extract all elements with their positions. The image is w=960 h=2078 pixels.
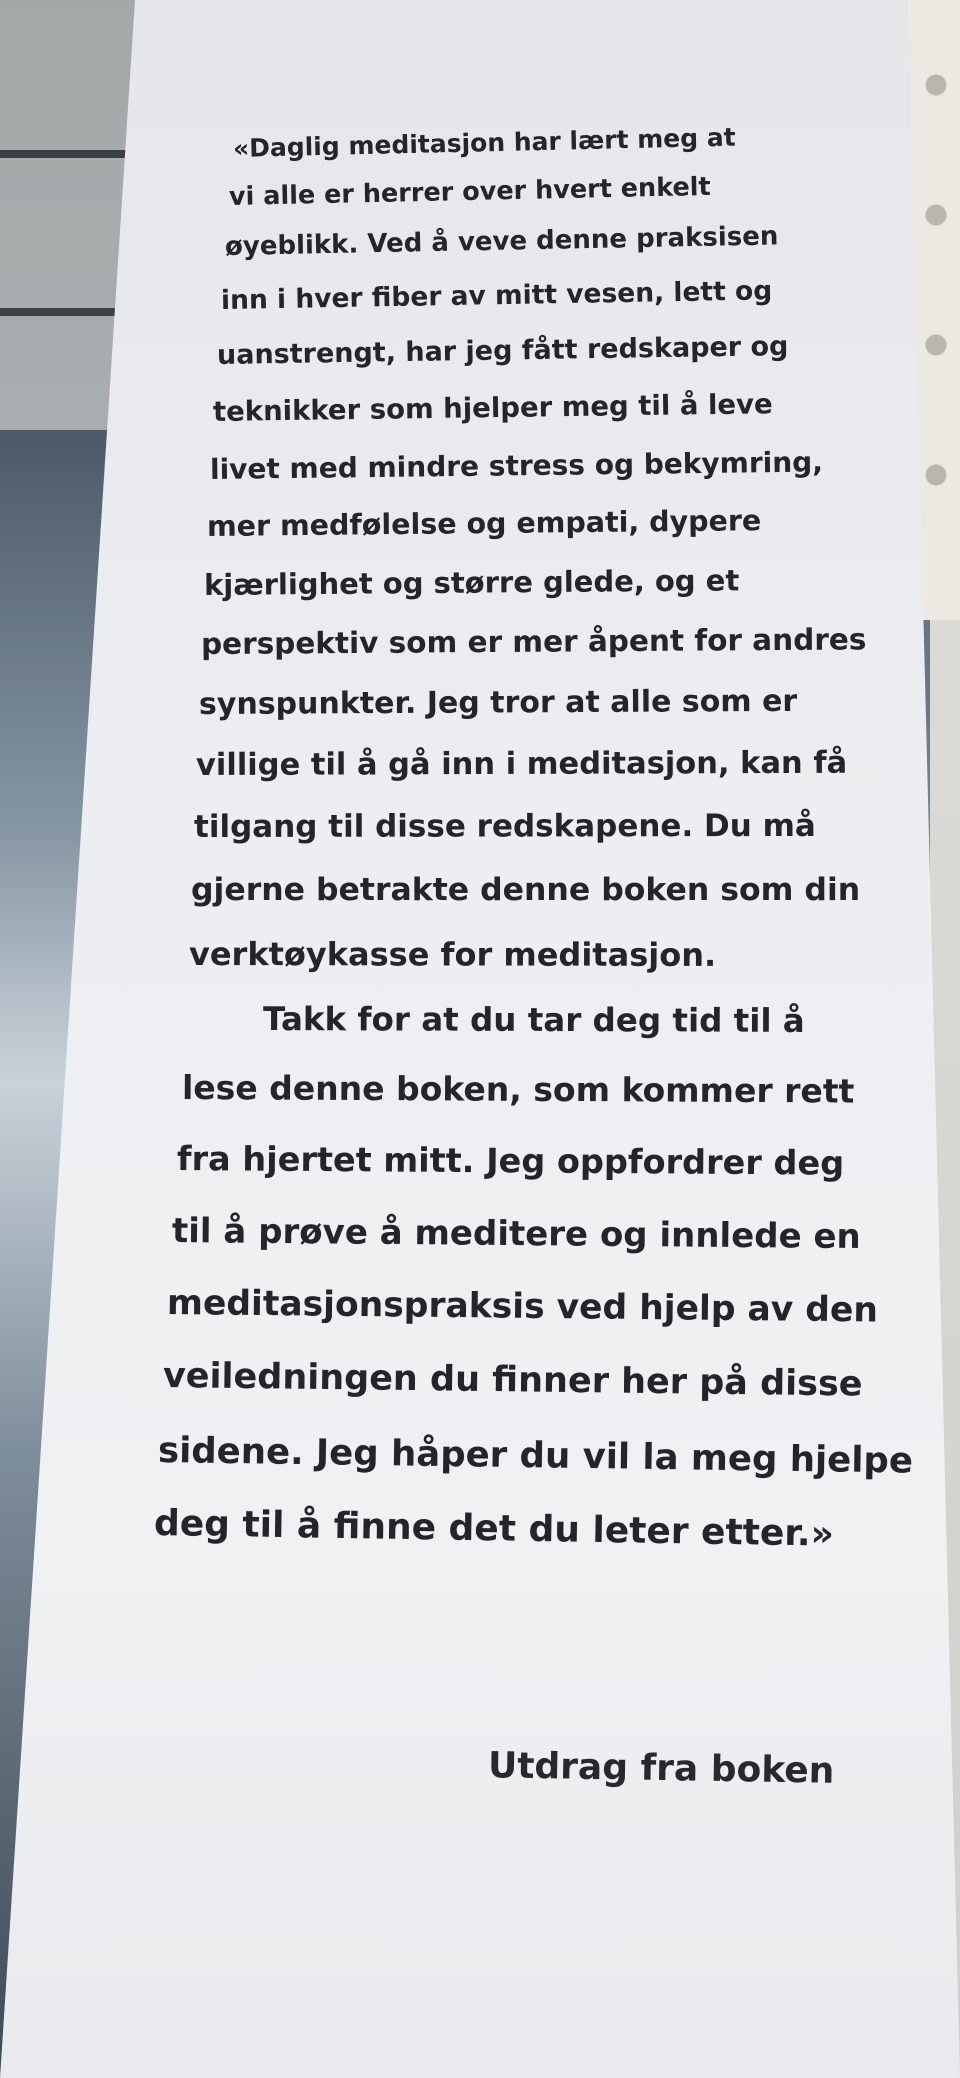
text-line: «Daglig meditasjon har lært meg at [232,122,736,163]
text-line: uanstrengt, har jeg fått redskaper og [216,331,789,371]
text-line: fra hjertet mitt. Jeg oppfordrer deg [176,1139,845,1183]
text-line: sidene. Jeg håper du vil la meg hjelpe [157,1430,914,1482]
text-line: gjerne betrakte denne boken som din [191,872,861,908]
text-line: verktøykasse for meditasjon. [188,935,717,974]
text-line: vi alle er herrer over hvert enkelt [228,171,711,212]
text-line: mer medfølelse og empati, dypere [206,504,762,543]
text-line: inn i hver fiber av mitt vesen, lett og [220,275,773,316]
text-line: kjærlighet og større glede, og et [203,563,740,602]
text-line: teknikker som hjelper meg til å leve [212,388,773,428]
text-line: villige til å gå inn i meditasjon, kan få [195,745,848,783]
text-line: perspektiv som er mer åpent for andres [200,622,867,661]
text-line: øyeblikk. Ved å veve denne praksisen [224,221,779,262]
text-line: til å prøve å meditere og innlede en [171,1211,861,1258]
text-line: livet med mindre stress og bekymring, [209,445,824,486]
text-line: veiledningen du finner her på disse [162,1356,863,1405]
text-line: deg til å finne det du leter etter.» [153,1503,835,1555]
text-line: Takk for at du tar deg tid til å [262,1000,805,1040]
text-line: lese denne boken, som kommer rett [181,1068,855,1111]
text-line: tilgang til disse redskapene. Du må [193,807,816,845]
text-line: synspunkter. Jeg tror at alle som er [198,683,798,722]
signature: Utdrag fra boken [487,1745,835,1792]
text-line: meditasjonspraksis ved hjelp av den [166,1283,879,1331]
